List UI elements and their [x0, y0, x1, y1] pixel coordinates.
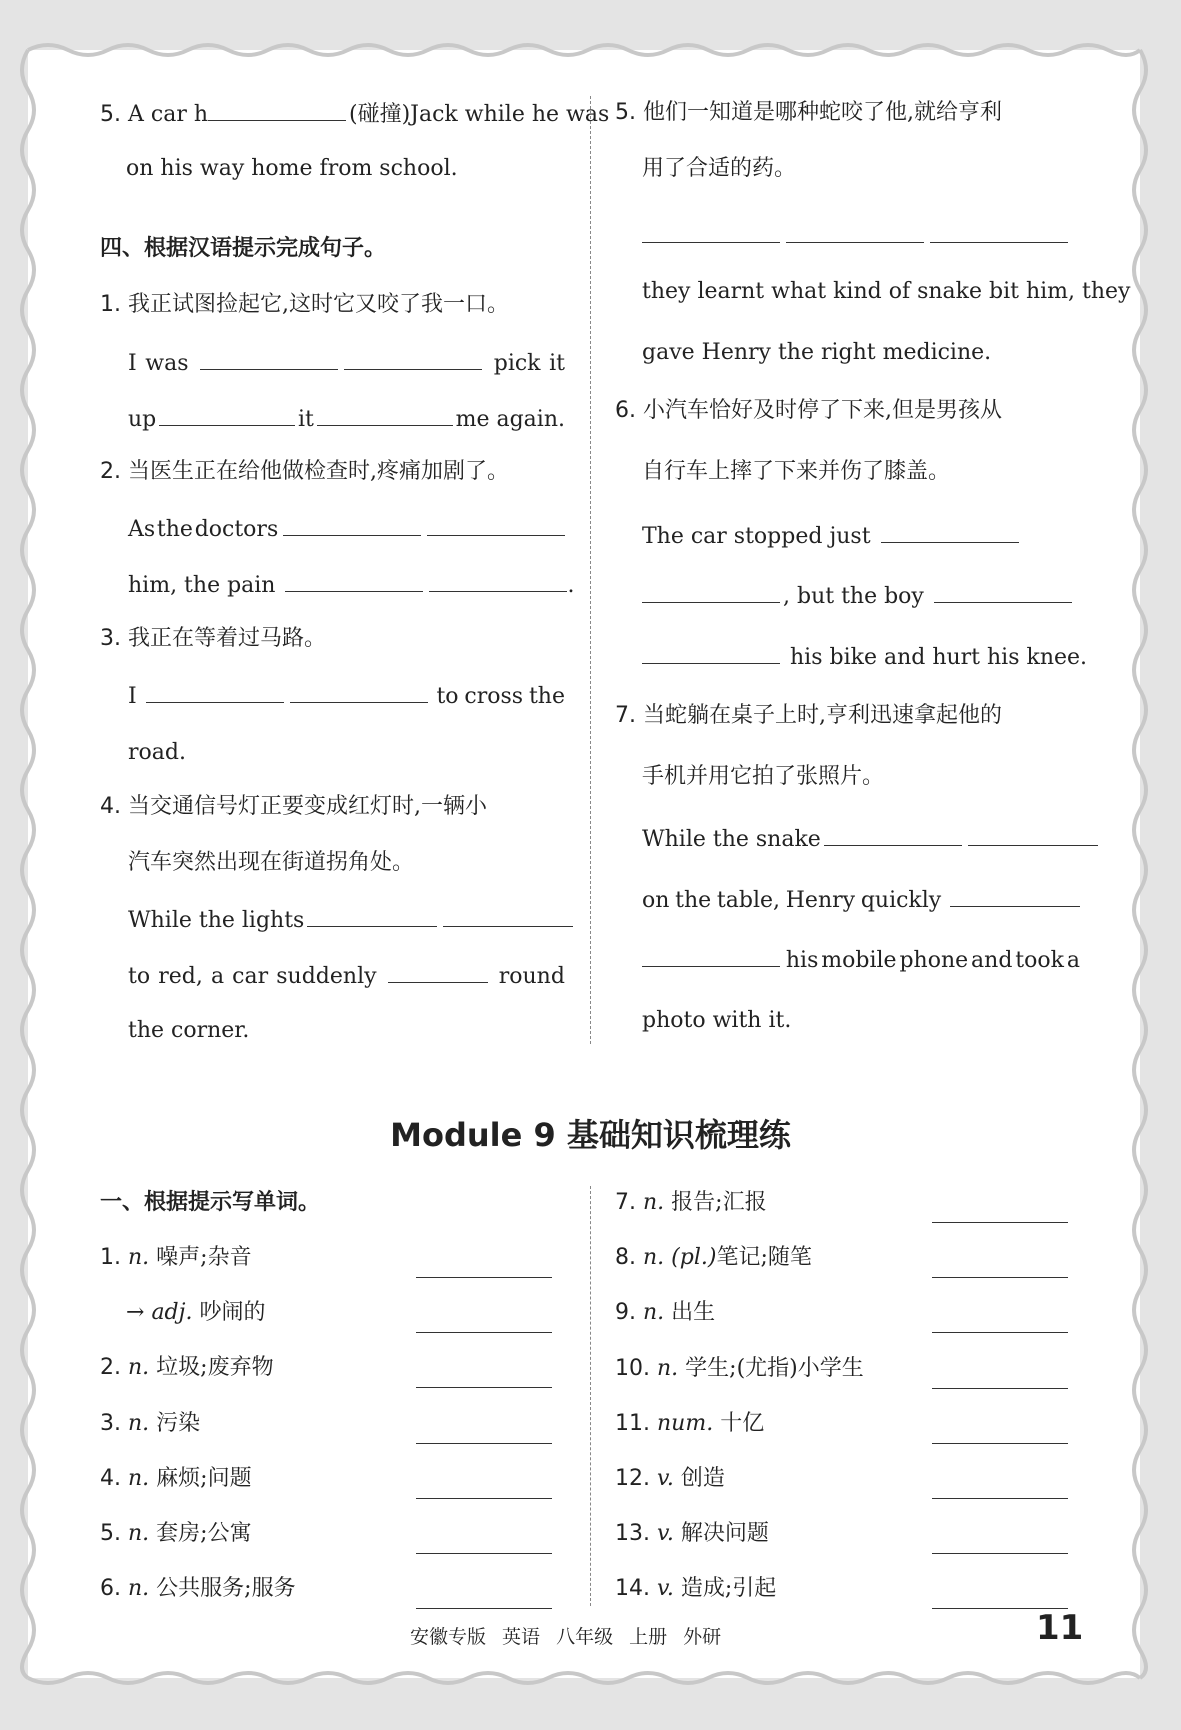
blank[interactable] — [950, 884, 1080, 907]
part-of-speech: v. — [657, 1521, 674, 1547]
answer-blank[interactable] — [932, 1277, 1068, 1278]
r-q7-en1: While the snake — [642, 823, 1080, 855]
r-q7-en3: his mobile phone and took a — [642, 944, 1080, 976]
vocab-item — [615, 1354, 864, 1384]
vocab-item — [100, 1519, 252, 1549]
answer-blank[interactable] — [932, 1388, 1068, 1389]
blank[interactable] — [881, 520, 1019, 543]
vocab-item — [615, 1464, 725, 1494]
chinese-meaning: 麻烦;问题 — [156, 1465, 252, 1491]
part-of-speech: adj. — [151, 1300, 193, 1326]
column-divider-top — [590, 96, 591, 1044]
item-number: 9. — [615, 1300, 636, 1326]
item-number: 13. — [615, 1521, 650, 1547]
q3-cn: 3. 我正在等着过马路。 — [100, 626, 327, 651]
chinese-meaning: 吵闹的 — [199, 1300, 266, 1326]
q2-en2: him, the pain . — [128, 569, 574, 601]
r-q5-en1: they learnt what kind of snake bit him, they — [642, 279, 1131, 304]
r-q7-cn2: 手机并用它拍了张照片。 — [642, 764, 885, 789]
q2-cn: 2. 当医生正在给他做检查时,疼痛加剧了。 — [100, 459, 509, 484]
answer-blank[interactable] — [416, 1608, 552, 1609]
part-of-speech: n. — [657, 1355, 679, 1381]
q4-cn1: 4. 当交通信号灯正要变成红灯时,一辆小 — [100, 794, 487, 819]
q1-cn: 1. 我正试图捡起它,这时它又咬了我一口。 — [100, 292, 509, 317]
blank[interactable] — [283, 513, 421, 536]
blank[interactable] — [786, 220, 924, 243]
r-q6-cn1: 6. 小汽车恰好及时停了下来,但是男孩从 — [615, 398, 1002, 423]
blank[interactable] — [642, 944, 780, 967]
part-of-speech: n. — [128, 1521, 150, 1546]
blank[interactable] — [642, 641, 780, 664]
blank[interactable] — [159, 403, 295, 426]
part-of-speech: n. — [643, 1300, 665, 1326]
arrow-icon: → — [126, 1300, 145, 1326]
answer-blank[interactable] — [416, 1443, 552, 1444]
chinese-meaning: 笔记;随笔 — [716, 1245, 812, 1271]
part-of-speech: n. — [128, 1410, 150, 1436]
plural-note: (pl.) — [671, 1245, 717, 1271]
vocab-item — [100, 1409, 200, 1439]
item-number: 7. — [615, 1190, 636, 1215]
chinese-meaning: 公共服务;服务 — [156, 1576, 296, 1602]
blank[interactable] — [443, 904, 573, 927]
q4-en3: the corner. — [128, 1018, 250, 1043]
blank[interactable] — [285, 569, 423, 592]
r-q5-cn1: 5. 他们一知道是哪种蛇咬了他,就给亨利 — [615, 100, 1002, 125]
answer-blank[interactable] — [416, 1498, 552, 1499]
blank[interactable] — [824, 823, 962, 846]
answer-blank[interactable] — [416, 1553, 552, 1554]
chinese-meaning: 垃圾;废弃物 — [156, 1355, 274, 1381]
item-number: 1. — [100, 1245, 121, 1270]
answer-blank[interactable] — [932, 1498, 1068, 1499]
q4-en1: While the lights — [128, 904, 565, 936]
blank[interactable] — [146, 680, 284, 703]
part-of-speech: n. — [128, 1355, 150, 1381]
module-title: Module 9 基础知识梳理练 — [390, 1116, 791, 1154]
vocab-item — [100, 1464, 252, 1494]
item-number: 5. — [100, 1521, 121, 1546]
r-q6-en2: , but the boy — [642, 580, 1075, 612]
chinese-meaning: 学生;(尤指)小学生 — [685, 1355, 864, 1381]
part-of-speech: v. — [657, 1466, 674, 1491]
vocab-item — [615, 1409, 764, 1439]
item-number: 14. — [615, 1576, 650, 1602]
r-q7-en4: photo with it. — [642, 1008, 792, 1033]
chinese-meaning: 出生 — [671, 1300, 716, 1326]
footer: 安徽专版 英语 八年级 上册 外研 — [410, 1626, 722, 1648]
q3-en2: road. — [128, 740, 186, 765]
answer-blank[interactable] — [932, 1332, 1068, 1333]
page-number: 11 — [1036, 1608, 1084, 1648]
q5-line2: on his way home from school. — [126, 156, 458, 181]
column-divider-bottom — [590, 1186, 591, 1606]
q4-en2: to red, a car suddenly round — [128, 960, 565, 992]
r-q5-en2: gave Henry the right medicine. — [642, 340, 992, 365]
chinese-meaning: 套房;公寓 — [156, 1521, 252, 1546]
vocab-item — [100, 1353, 274, 1383]
blank[interactable] — [930, 220, 1068, 243]
blank[interactable] — [307, 904, 437, 927]
r-q5-blanks — [642, 220, 1068, 243]
r-q7-cn1: 7. 当蛇躺在桌子上时,亨利迅速拿起他的 — [615, 703, 1002, 728]
item-number: 6. — [100, 1576, 121, 1602]
section4-title: 四、根据汉语提示完成句子。 — [100, 236, 387, 261]
answer-blank[interactable] — [416, 1332, 552, 1333]
part-of-speech: n. — [128, 1576, 150, 1602]
blank[interactable] — [388, 960, 488, 983]
blank[interactable] — [208, 98, 346, 121]
chinese-meaning: 十亿 — [720, 1410, 765, 1436]
part-of-speech: num. — [657, 1410, 714, 1436]
answer-blank[interactable] — [932, 1553, 1068, 1554]
item-number: 3. — [100, 1410, 121, 1436]
r-q5-cn2: 用了合适的药。 — [642, 156, 797, 181]
blank[interactable] — [317, 403, 453, 426]
blank[interactable] — [344, 347, 482, 370]
vocab-section-title: 一、根据提示写单词。 — [100, 1190, 321, 1215]
chinese-meaning: 创造 — [680, 1466, 725, 1491]
part-of-speech: v. — [657, 1576, 674, 1602]
blank[interactable] — [934, 580, 1072, 603]
r-q7-en2: on the table, Henry quickly — [642, 884, 1080, 916]
q5-line1: 5. A car h (碰撞)Jack while he was — [100, 98, 609, 130]
part-of-speech: n. — [128, 1245, 150, 1270]
part-of-speech: n. — [643, 1245, 665, 1271]
q2-en1: As the doctors — [128, 513, 565, 545]
q3-en1: I to cross the — [128, 680, 565, 712]
vocab-item — [615, 1298, 715, 1328]
blank[interactable] — [200, 347, 338, 370]
r-q6-en3: his bike and hurt his knee. — [642, 641, 1087, 673]
item-number: 4. — [100, 1465, 121, 1491]
vocab-item — [615, 1574, 776, 1604]
item-number: 10. — [615, 1355, 650, 1381]
blank[interactable] — [427, 513, 565, 536]
blank[interactable] — [429, 569, 567, 592]
item-number: 8. — [615, 1245, 636, 1271]
r-q6-en1: The car stopped just — [642, 520, 1022, 552]
part-of-speech: n. — [128, 1465, 150, 1491]
r-q6-cn2: 自行车上摔了下来并伤了膝盖。 — [642, 459, 951, 484]
chinese-meaning: 解决问题 — [680, 1521, 769, 1547]
item-number: 2. — [100, 1355, 121, 1381]
answer-blank[interactable] — [932, 1443, 1068, 1444]
blank[interactable] — [642, 580, 780, 603]
blank[interactable] — [290, 680, 428, 703]
chinese-meaning: 造成;引起 — [680, 1576, 777, 1602]
vocab-item — [615, 1243, 812, 1273]
vocab-item — [615, 1188, 767, 1218]
vocab-item — [100, 1574, 296, 1604]
q1-en1: I was pick it — [128, 347, 565, 379]
item-number: 12. — [615, 1466, 650, 1491]
chinese-meaning: 污染 — [156, 1410, 201, 1436]
answer-blank[interactable] — [932, 1222, 1068, 1223]
vocab-item — [100, 1243, 252, 1273]
vocab-item — [615, 1519, 769, 1549]
blank[interactable] — [642, 220, 780, 243]
answer-blank[interactable] — [416, 1387, 552, 1388]
q4-cn2: 汽车突然出现在街道拐角处。 — [128, 850, 415, 875]
vocab-item — [126, 1298, 265, 1328]
blank[interactable] — [968, 823, 1098, 846]
answer-blank[interactable] — [416, 1277, 552, 1278]
chinese-meaning: 报告;汇报 — [671, 1190, 767, 1215]
part-of-speech: n. — [643, 1190, 665, 1215]
item-number: 11. — [615, 1410, 650, 1436]
q1-en2: up it me again. — [128, 403, 565, 435]
chinese-meaning: 噪声;杂音 — [156, 1245, 252, 1270]
